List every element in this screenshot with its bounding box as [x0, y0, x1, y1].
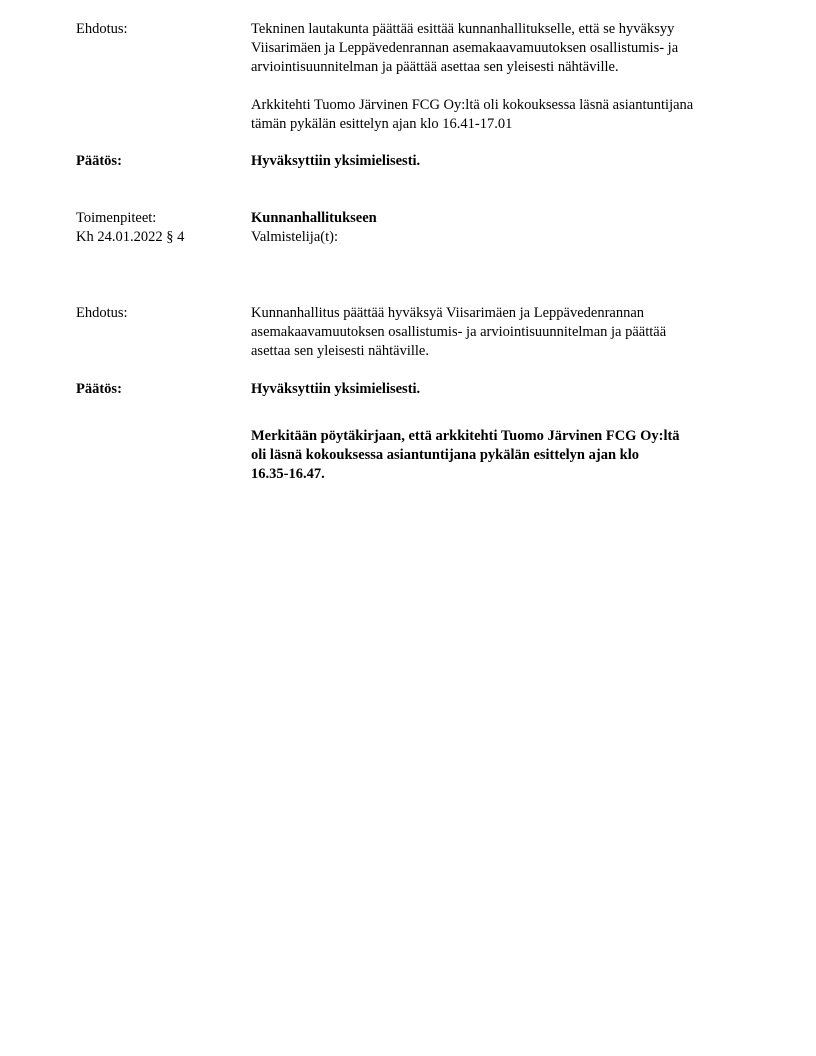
- ehdotus-content-1: [251, 20, 746, 134]
- paatos-text-1: Hyväksyttiin yksimielisesti.: [251, 153, 421, 169]
- toimenpiteet-recipient: Kunnanhallitukseen: [251, 210, 377, 226]
- ehdotus-paragraph-2: Arkkitehti Tuomo Järvinen FCG Oy:ltä oli kokouksessa läsnä asiantuntijana tämän pykälän esittelyn ajan klo 16.41-17.01: [251, 97, 694, 132]
- ehdotus-label-2: Ehdotus:: [76, 305, 128, 321]
- toimenpiteet-label: Toimenpiteet: Kh 24.01.2022 § 4: [76, 210, 185, 245]
- paatos-note: Merkitään pöytäkirjaan, että arkkitehti Tuomo Järvinen FCG Oy:ltä oli läsnä kokouksessa asiantuntijana pykälän esittelyn ajan klo 16.35-16.47.: [251, 428, 680, 482]
- ehdotus-label-1: Ehdotus:: [76, 21, 128, 37]
- paatos-content-2: [251, 380, 746, 484]
- ehdotus-text-2: Kunnanhallitus päättää hyväksyä Viisarimäen ja Leppävedenrannan asemakaavamuutoksen osallistumis- ja arviointisuunnitelman ja päättää asettaa sen yleisesti nähtäville.: [251, 305, 667, 359]
- ehdotus-content-2: [251, 304, 746, 361]
- paatos-text-2: Hyväksyttiin yksimielisesti.: [251, 381, 421, 397]
- paatos-label-1: Päätös:: [76, 153, 122, 169]
- paatos-content-1: [251, 152, 746, 171]
- paatos-label-2: Päätös:: [76, 381, 122, 397]
- toimenpiteet-preparer: Valmistelija(t):: [251, 229, 338, 245]
- toimenpiteet-content: [251, 209, 746, 247]
- ehdotus-paragraph-1: Tekninen lautakunta päättää esittää kunnanhallitukselle, että se hyväksyy Viisarimäen ja Leppävedenrannan asemakaavamuutoksen osallistumis- ja arviointisuunnitelman ja päättää asettaa sen yleisesti nähtäville.: [251, 21, 679, 75]
